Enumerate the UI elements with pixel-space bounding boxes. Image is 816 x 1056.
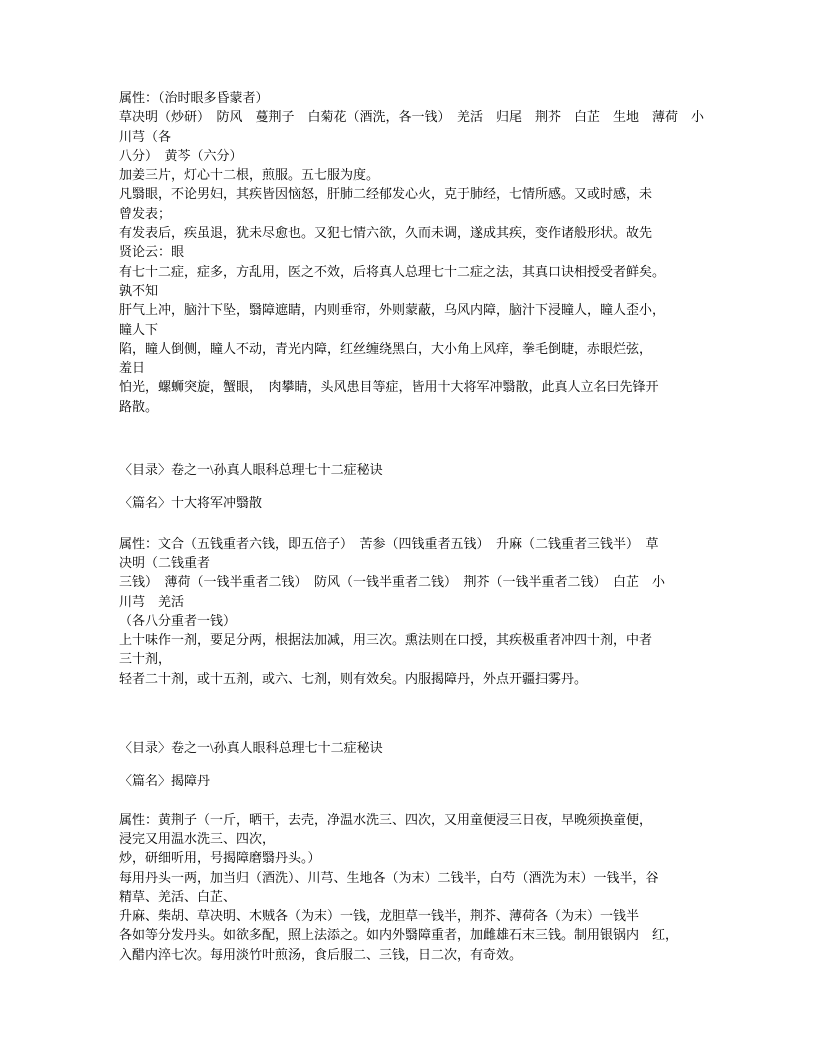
- text-line: 陷，瞳人倒侧，瞳人不动，青光内障，红丝缠绕黑白，大小角上风痒，拳毛倒睫，赤眼烂弦，: [119, 340, 653, 356]
- text-line: 八分） 黄芩（六分）: [119, 147, 243, 163]
- text-line: 各如等分发丹头。如欲多配，照上法添之。如内外翳障重者，加雌雄石末三钱。制用银锅内 红，: [119, 927, 679, 943]
- text-line: 孰不知: [119, 282, 159, 298]
- text-line: 曾发表；: [119, 205, 172, 221]
- text-line: 凡翳眼，不论男妇，其疾皆因恼怒，肝肺二经郁发心火，克于肺经，七情所感。又或时感，未: [119, 186, 653, 202]
- text-line: 草决明（炒研） 防风 蔓荆子 白菊花（酒洗，各一钱） 羌活 归尾 荆芥 白芷 生地 薄荷 小: [119, 109, 705, 125]
- text-line: 每用丹头一两，加当归（酒洗）、川芎、生地各（为末）二钱半，白芍（酒洗为末）一钱半，谷: [119, 869, 659, 885]
- text-line: 轻者二十剂，或十五剂，或六、七剂，则有效矣。内服揭障丹，外点开疆扫雾丹。: [119, 670, 588, 686]
- section-title-1: 〈篇名〉十大将军冲翳散: [119, 495, 263, 511]
- text-line: 三十剂，: [119, 651, 172, 667]
- text-line: （各八分重者一钱）: [119, 612, 237, 628]
- text-line: 精草、羌活、白芷、: [119, 888, 237, 904]
- document-page: [119, 88, 767, 964]
- text-line: 有发表后，疾虽退，犹未尽愈也。又犯七情六欲，久而未调，遂成其疾，变作诸般形状。故先: [119, 225, 653, 241]
- text-line: 三钱） 薄荷（一钱半重者二钱） 防风（一钱半重者二钱） 荆芥（一钱半重者二钱） 白芷 小: [119, 574, 666, 590]
- text-line: 肝气上冲，脑汁下坠，翳障遮睛，内则垂帘，外则蒙蔽，乌风内障，脑汁下浸瞳人，瞳人歪小，: [119, 302, 666, 318]
- paragraph-block-3: [119, 810, 767, 964]
- paragraph-block-2: [119, 534, 767, 688]
- text-line: 属性：（治时眼多昏蒙者）: [119, 90, 269, 105]
- text-line: 升麻、柴胡、草决明、木贼各（为末）一钱，龙胆草一钱半，荆芥、薄荷各（为末）一钱半: [119, 908, 640, 924]
- text-line: 川芎（各: [119, 128, 172, 144]
- text-line: 上十味作一剂，要足分两，根据法加减，用三次。熏法则在口授，其疾极重者冲四十剂，中者: [119, 632, 653, 648]
- text-line: 浸完又用温水洗三、四次，: [119, 830, 276, 846]
- section-title-2: 〈篇名〉揭障丹: [119, 773, 211, 789]
- text-line: 属性：黄荆子（一斤，晒干，去壳，净温水洗三、四次，又用童便浸三日夜，早晚须换童便，: [119, 811, 653, 827]
- toc-breadcrumb-2: 〈目录〉卷之一\孙真人眼科总理七十二症秘诀: [119, 740, 383, 756]
- text-line: 入醋内淬七次。每用淡竹叶煎汤，食后服二、三钱，日二次，有奇效。: [119, 946, 523, 962]
- text-line: 有七十二症，症多，方乱用，医之不效，后将真人总理七十二症之法，其真口诀相授受者鲜矣。: [119, 263, 666, 279]
- text-line: 羞日: [119, 360, 146, 376]
- text-line: 怕光，螺蛳突旋，蟹眼， 肉攀睛，头风患目等症，皆用十大将军冲翳散，此真人立名曰先锋开: [119, 379, 659, 395]
- text-line: 川芎 羌活: [119, 593, 185, 609]
- paragraph-block-1: [119, 88, 767, 416]
- text-line: 贤论云：眼: [119, 244, 185, 260]
- text-line: 加姜三片，灯心十二根，煎服。五七服为度。: [119, 167, 380, 183]
- text-line: 炒，研细听用，号揭障磨翳丹头。）: [119, 850, 321, 866]
- text-line: 属性：文合（五钱重者六钱，即五倍子） 苦参（四钱重者五钱） 升麻（二钱重者三钱半） 草: [119, 535, 659, 551]
- text-line: 路散。: [119, 398, 159, 414]
- text-line: 瞳人下: [119, 321, 159, 337]
- text-line: 决明（二钱重者: [119, 554, 211, 570]
- toc-breadcrumb-1: 〈目录〉卷之一\孙真人眼科总理七十二症秘诀: [119, 462, 383, 478]
